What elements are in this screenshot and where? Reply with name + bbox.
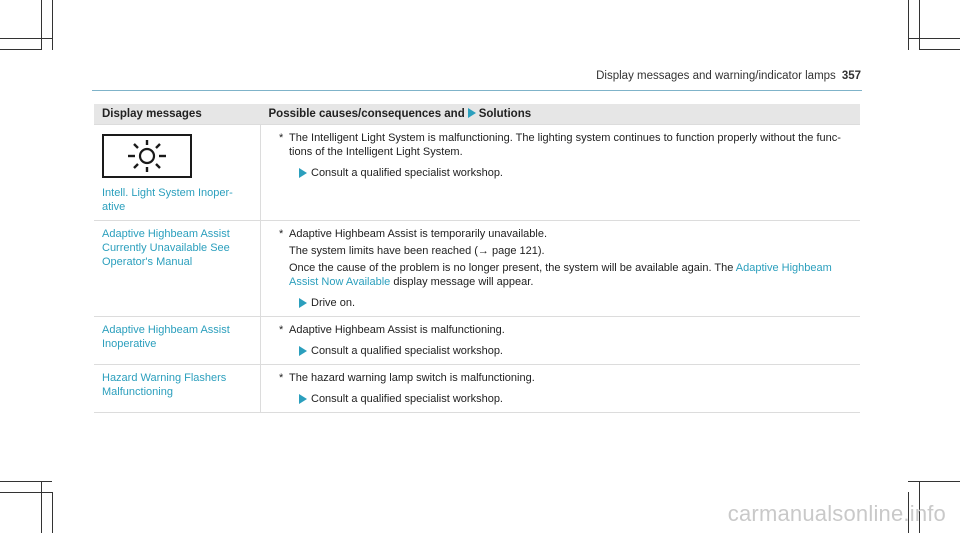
message-text: Adaptive Highbeam Assist Currently Unavailable See Operator's Manual	[102, 228, 230, 268]
action-item	[275, 166, 852, 180]
cause-text: The hazard warning lamp switch is malfunctioning.	[289, 372, 535, 384]
crop-mark	[908, 38, 960, 39]
bullet-star: *	[279, 324, 284, 336]
col-header-display-messages: Display messages	[94, 104, 261, 125]
bullet-star: *	[279, 132, 284, 144]
bullet-star: *	[279, 228, 284, 240]
highlight-message: Adaptive Highbeam Assist Now Available	[289, 262, 832, 288]
page-number: 357	[841, 70, 861, 82]
col-header-causes: Possible causes/consequences and Solutions	[261, 104, 861, 125]
crop-mark	[0, 481, 52, 482]
bullet-star: *	[279, 372, 284, 384]
message-text: Hazard Warning Flashers Malfunctioning	[102, 372, 227, 398]
crop-mark	[908, 0, 909, 50]
action-arrow-icon	[299, 346, 307, 356]
table-row	[94, 365, 860, 413]
message-text: Adaptive Highbeam Assist Inoperative	[102, 324, 230, 350]
crop-mark	[52, 0, 53, 50]
cause-text: Adaptive Highbeam Assist is temporarily unavailable.	[289, 228, 548, 240]
crop-mark	[919, 0, 920, 50]
action-text: Consult a qualified specialist workshop.	[311, 393, 503, 405]
action-text: Consult a qualified specialist workshop.	[311, 167, 503, 179]
detail-text: Once the cause of the problem is no longer present, the system will be available again. The Adaptive Highbeam Assist Now Available display message will appear.	[289, 262, 832, 288]
crop-mark	[0, 492, 52, 493]
action-arrow-icon	[299, 168, 307, 178]
table-row	[94, 221, 860, 317]
crop-mark	[41, 481, 42, 533]
cause-cell	[261, 221, 861, 317]
crop-mark	[908, 481, 960, 482]
crop-mark	[919, 49, 960, 50]
action-arrow-icon	[299, 394, 307, 404]
light-malfunction-icon	[102, 134, 192, 178]
cause-cell	[261, 365, 861, 413]
table-row	[94, 317, 860, 365]
action-arrow-icon	[299, 298, 307, 308]
cause-cell	[261, 125, 861, 221]
header-title: Display messages and warning/indicator lamps	[596, 70, 836, 82]
crop-mark	[0, 38, 52, 39]
message-cell	[94, 365, 261, 413]
table-row	[94, 125, 860, 221]
action-item	[275, 344, 852, 358]
detail-text: The system limits have been reached (→ page 121).	[289, 245, 545, 257]
cause-text: The Intelligent Light System is malfunctioning. The lighting system continues to function properly without the func-tions of the Intelligent Light System.	[289, 132, 841, 158]
cause-cell	[261, 317, 861, 365]
solutions-arrow-icon	[468, 108, 476, 118]
action-text: Drive on.	[311, 297, 356, 309]
display-messages-table	[94, 104, 860, 413]
action-item	[275, 296, 852, 310]
cause-text: Adaptive Highbeam Assist is malfunctioning.	[289, 324, 505, 336]
message-text: Intell. Light System Inoper-ative	[102, 187, 233, 213]
header-rule	[92, 90, 862, 91]
watermark: carmanualsonline.info	[727, 501, 946, 526]
running-header	[596, 70, 861, 82]
message-cell	[94, 317, 261, 365]
message-cell	[94, 221, 261, 317]
action-text: Consult a qualified specialist workshop.	[311, 345, 503, 357]
crop-mark	[52, 492, 53, 533]
action-item	[275, 392, 852, 406]
crop-mark	[0, 49, 42, 50]
crop-mark	[41, 0, 42, 50]
message-cell	[94, 125, 261, 221]
